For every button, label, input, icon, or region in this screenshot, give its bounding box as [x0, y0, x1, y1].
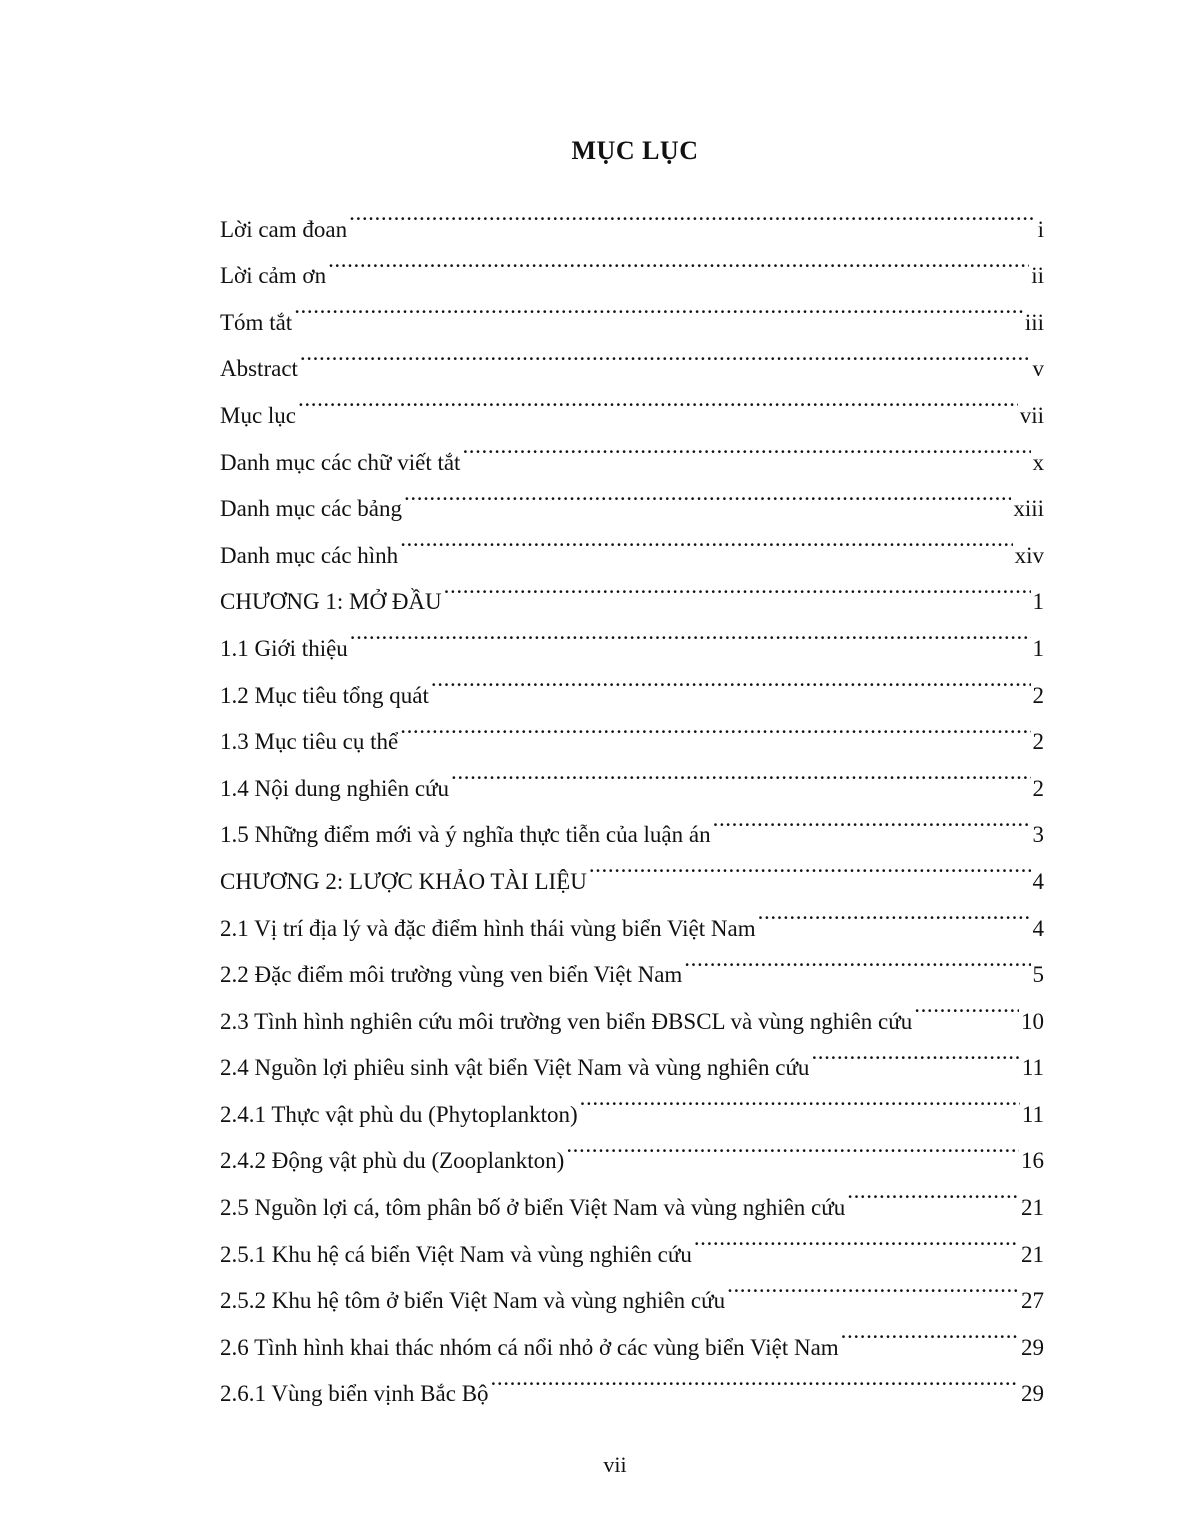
toc-entry-label: Abstract — [220, 356, 298, 382]
toc-entry-page: 4 — [1032, 915, 1044, 941]
dot-leader — [589, 842, 1031, 889]
toc-entry-page: i — [1037, 216, 1044, 242]
toc-entry-page: ii — [1031, 263, 1044, 289]
dot-leader — [400, 703, 1030, 750]
toc-entry-page: 4 — [1032, 868, 1044, 894]
dot-leader — [400, 516, 1012, 563]
toc-entry — [220, 237, 1044, 289]
dot-leader — [328, 237, 1029, 284]
toc-entry-label: 2.1 Vị trí địa lý và đặc điểm hình thái vùng biển Việt Nam — [220, 915, 756, 941]
dot-leader — [491, 1355, 1019, 1402]
toc-entry-page: 11 — [1021, 1101, 1044, 1127]
toc-entry-page: 1 — [1032, 589, 1044, 615]
toc-entry — [220, 190, 1044, 242]
dot-leader — [349, 190, 1035, 237]
toc-entry-label: 2.4 Nguồn lợi phiêu sinh vật biển Việt Nam và vùng nghiên cứu — [220, 1055, 810, 1081]
dot-leader — [294, 283, 1023, 330]
toc-entry-page: 2 — [1032, 775, 1044, 801]
toc-entry-label: 1.5 Những điểm mới và ý nghĩa thực tiễn của luận án — [220, 822, 711, 848]
dot-leader — [684, 936, 1030, 983]
toc-entry-page: 16 — [1021, 1148, 1044, 1174]
toc-entry-page: xiv — [1014, 542, 1044, 568]
toc-entry-label: 1.3 Mục tiêu cụ thể — [220, 729, 399, 755]
toc-entry-label: 2.4.1 Thực vật phù du (Phytoplankton) — [220, 1101, 578, 1127]
toc-entry-label: CHƯƠNG 1: MỞ ĐẦU — [220, 589, 442, 615]
toc-entry-page: 21 — [1021, 1195, 1044, 1221]
toc-entry-label: 2.6 Tình hình khai thác nhóm cá nổi nhỏ ở các vùng biển Việt Nam — [220, 1334, 839, 1360]
dot-leader — [713, 796, 1031, 843]
dot-leader — [298, 376, 1018, 423]
toc-entry-label: 1.2 Mục tiêu tổng quát — [220, 682, 429, 708]
dot-leader — [727, 1262, 1019, 1309]
toc-entry-label: Danh mục các chữ viết tắt — [220, 449, 461, 475]
dot-leader — [914, 982, 1019, 1029]
toc-entry — [220, 283, 1044, 335]
toc-entry-page: 10 — [1021, 1008, 1044, 1034]
toc-entry-label: Lời cảm ơn — [220, 263, 327, 289]
toc-entry-label: 1.4 Nội dung nghiên cứu — [220, 775, 450, 801]
toc-entry-page: 5 — [1032, 962, 1044, 988]
toc-entry-label: 2.4.2 Động vật phù du (Zooplankton) — [220, 1148, 565, 1174]
toc-entry-label: CHƯƠNG 2: LƯỢC KHẢO TÀI LIỆU — [220, 868, 587, 894]
table-of-contents — [220, 190, 1044, 1407]
dot-leader — [580, 1075, 1020, 1122]
dot-leader — [847, 1168, 1019, 1215]
page-number: vii — [603, 1452, 627, 1477]
toc-entry-label: Mục lục — [220, 402, 297, 428]
toc-entry — [220, 330, 1044, 382]
toc-entry-page: 2 — [1032, 682, 1044, 708]
toc-entry-label: Lời cam đoan — [220, 216, 348, 242]
dot-leader — [841, 1308, 1019, 1355]
toc-entry-label: 2.5 Nguồn lợi cá, tôm phân bố ở biển Việt Nam và vùng nghiên cứu — [220, 1195, 846, 1221]
toc-entry-page: 21 — [1021, 1241, 1044, 1267]
page-title: MỤC LỤC — [571, 136, 699, 165]
toc-entry-page: 3 — [1032, 822, 1044, 848]
toc-entry-page: 11 — [1021, 1055, 1044, 1081]
toc-entry — [220, 423, 1044, 475]
toc-entry-page: 29 — [1021, 1334, 1044, 1360]
toc-entry-page: 27 — [1021, 1288, 1044, 1314]
dot-leader — [566, 1122, 1019, 1169]
toc-entry-label: Tóm tắt — [220, 309, 293, 335]
dot-leader — [694, 1215, 1019, 1262]
dot-leader — [444, 563, 1031, 610]
toc-entry-label: 2.3 Tình hình nghiên cứu môi trường ven biển ĐBSCL và vùng nghiên cứu — [220, 1008, 913, 1034]
toc-entry-label: Danh mục các hình — [220, 542, 399, 568]
toc-entry-label: 2.5.2 Khu hệ tôm ở biển Việt Nam và vùng nghiên cứu — [220, 1288, 726, 1314]
dot-leader — [462, 423, 1030, 470]
dot-leader — [811, 1029, 1019, 1076]
toc-entry-page: 1 — [1032, 635, 1044, 661]
toc-entry-label: 2.5.1 Khu hệ cá biển Việt Nam và vùng nghiên cứu — [220, 1241, 692, 1267]
toc-entry-page: x — [1032, 449, 1044, 475]
dot-leader — [300, 330, 1031, 377]
toc-entry-page: v — [1032, 356, 1044, 382]
dot-leader — [404, 470, 1011, 517]
dot-leader — [350, 609, 1031, 656]
toc-entry-page: xiii — [1013, 496, 1044, 522]
toc-entry-page: 2 — [1032, 729, 1044, 755]
toc-entry-label: 2.2 Đặc điểm môi trường vùng ven biển Việt Nam — [220, 962, 683, 988]
dot-leader — [758, 889, 1031, 936]
toc-entry-page: 29 — [1021, 1381, 1044, 1407]
toc-entry-label: Danh mục các bảng — [220, 496, 403, 522]
toc-entry-page: vii — [1019, 402, 1044, 428]
toc-entry-label: 1.1 Giới thiệu — [220, 635, 348, 661]
toc-entry-label: 2.6.1 Vùng biển vịnh Bắc Bộ — [220, 1381, 489, 1407]
dot-leader — [451, 749, 1030, 796]
toc-entry — [220, 376, 1044, 428]
dot-leader — [431, 656, 1031, 703]
toc-entry-page: iii — [1024, 309, 1044, 335]
